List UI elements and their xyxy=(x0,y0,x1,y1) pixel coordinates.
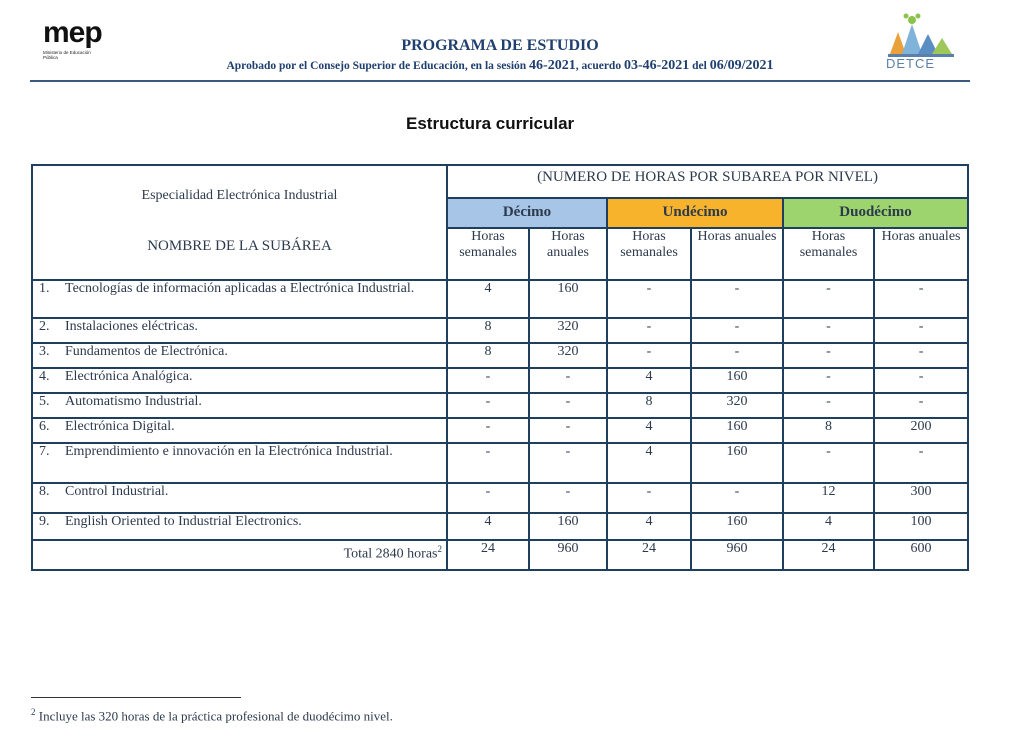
mep-logo-wordmark: mep xyxy=(43,16,102,49)
total-value-cell: 24 xyxy=(783,540,874,570)
undecimo-weekly-header: Horas semanales xyxy=(607,228,691,280)
value-cell: 100 xyxy=(874,513,968,540)
value-cell: 160 xyxy=(691,513,783,540)
duodecimo-weekly-header: Horas semanales xyxy=(783,228,874,280)
total-value-cell: 24 xyxy=(607,540,691,570)
table-row xyxy=(32,418,968,443)
table-row xyxy=(32,513,968,540)
value-cell: 4 xyxy=(607,443,691,483)
value-cell: 320 xyxy=(529,343,607,368)
value-cell: 300 xyxy=(874,483,968,513)
specialty-name: Especialidad Electrónica Industrial xyxy=(141,188,338,203)
value-cell: - xyxy=(447,368,529,393)
value-cell: 320 xyxy=(691,393,783,418)
value-cell: - xyxy=(783,368,874,393)
level-duodecimo: Duodécimo xyxy=(783,198,968,228)
value-cell: - xyxy=(529,483,607,513)
value-cell: 4 xyxy=(783,513,874,540)
subarea-name: Automatismo Industrial. xyxy=(65,394,202,409)
value-cell: - xyxy=(607,343,691,368)
subarea-cell: 1. Tecnologías de información aplicadas a Electrónica Industrial. xyxy=(32,280,447,318)
value-cell: - xyxy=(874,343,968,368)
level-decimo: Décimo xyxy=(447,198,607,228)
total-value-cell: 24 xyxy=(447,540,529,570)
table-row xyxy=(32,393,968,418)
mep-logo-subtitle: Ministerio de Educación Pública xyxy=(43,50,91,60)
table-row xyxy=(32,483,968,513)
value-cell: 160 xyxy=(529,513,607,540)
total-value-cell: 960 xyxy=(691,540,783,570)
undecimo-annual-header: Horas anuales xyxy=(691,228,783,280)
specialty-header-cell xyxy=(32,165,447,280)
detce-logo xyxy=(880,10,960,76)
subarea-cell: 4. Electrónica Analógica. xyxy=(32,368,447,393)
value-cell: 12 xyxy=(783,483,874,513)
value-cell: - xyxy=(874,443,968,483)
subarea-name: Tecnologías de información aplicadas a Electrónica Industrial. xyxy=(65,281,415,296)
value-cell: - xyxy=(691,483,783,513)
value-cell: - xyxy=(691,318,783,343)
subarea-name: Fundamentos de Electrónica. xyxy=(65,344,228,359)
document-title: PROGRAMA DE ESTUDIO xyxy=(401,37,599,54)
decimo-weekly-header: Horas semanales xyxy=(447,228,529,280)
value-cell: 4 xyxy=(607,418,691,443)
duodecimo-annual-header: Horas anuales xyxy=(874,228,968,280)
value-cell: 200 xyxy=(874,418,968,443)
subarea-name: Control Industrial. xyxy=(65,484,169,499)
table-row xyxy=(32,368,968,393)
decimo-annual-header: Horas anuales xyxy=(529,228,607,280)
value-cell: - xyxy=(691,280,783,318)
table-row xyxy=(32,280,968,318)
subarea-name: Electrónica Digital. xyxy=(65,419,175,434)
value-cell: 160 xyxy=(691,368,783,393)
total-row xyxy=(32,540,968,570)
header-divider xyxy=(30,80,970,82)
level-undecimo: Undécimo xyxy=(607,198,783,228)
value-cell: 4 xyxy=(447,513,529,540)
value-cell: 160 xyxy=(691,418,783,443)
subarea-cell: 5. Automatismo Industrial. xyxy=(32,393,447,418)
subarea-column-header: NOMBRE DE LA SUBÁREA xyxy=(147,238,332,254)
value-cell: - xyxy=(447,483,529,513)
table-row xyxy=(32,343,968,368)
value-cell: 4 xyxy=(447,280,529,318)
total-value-cell: 600 xyxy=(874,540,968,570)
value-cell: - xyxy=(874,393,968,418)
value-cell: - xyxy=(874,368,968,393)
value-cell: 160 xyxy=(691,443,783,483)
value-cell: 4 xyxy=(607,513,691,540)
curriculum-table xyxy=(31,164,969,571)
value-cell: - xyxy=(447,418,529,443)
value-cell: - xyxy=(783,443,874,483)
value-cell: 8 xyxy=(447,343,529,368)
subarea-name: English Oriented to Industrial Electronics. xyxy=(65,514,302,529)
subarea-cell: 3. Fundamentos de Electrónica. xyxy=(32,343,447,368)
total-value-cell: 960 xyxy=(529,540,607,570)
total-label: Total 2840 horas xyxy=(343,546,438,562)
value-cell: 8 xyxy=(447,318,529,343)
subarea-cell: 2. Instalaciones eléctricas. xyxy=(32,318,447,343)
footnote-text: Incluye las 320 horas de la práctica profesional de duodécimo nivel. xyxy=(35,708,393,724)
value-cell: - xyxy=(447,393,529,418)
subarea-name: Instalaciones eléctricas. xyxy=(65,319,198,334)
subarea-cell: 7. Emprendimiento e innovación en la Electrónica Industrial. xyxy=(32,443,447,483)
value-cell: - xyxy=(447,443,529,483)
value-cell: - xyxy=(529,443,607,483)
subarea-name: Electrónica Analógica. xyxy=(65,369,193,384)
value-cell: - xyxy=(783,318,874,343)
value-cell: 320 xyxy=(529,318,607,343)
hours-per-level-header: (NUMERO DE HORAS POR SUBAREA POR NIVEL) xyxy=(447,165,968,198)
footnote-marker: 2 xyxy=(31,707,36,717)
detce-logo-text: DETCE xyxy=(886,56,936,71)
approval-line: Aprobado por el Consejo Superior de Educación, en la sesión 46-2021, acuerdo 03-46-2021 del 06/09/2021 xyxy=(226,58,774,73)
session-number: 46-2021 xyxy=(529,58,576,73)
value-cell: 160 xyxy=(529,280,607,318)
value-cell: - xyxy=(874,318,968,343)
detce-emblem-icon xyxy=(880,10,960,60)
value-cell: - xyxy=(529,368,607,393)
table-header-row-1 xyxy=(32,165,968,198)
value-cell: - xyxy=(607,280,691,318)
subarea-cell: 6. Electrónica Digital. xyxy=(32,418,447,443)
subarea-cell: 9. English Oriented to Industrial Electronics. xyxy=(32,513,447,540)
value-cell: - xyxy=(691,343,783,368)
subarea-cell: 8. Control Industrial. xyxy=(32,483,447,513)
value-cell: - xyxy=(783,343,874,368)
value-cell: 8 xyxy=(783,418,874,443)
value-cell: - xyxy=(783,393,874,418)
agreement-number: 03-46-2021 xyxy=(623,58,690,73)
table-row xyxy=(32,443,968,483)
footnote-divider xyxy=(31,697,241,698)
total-label-cell xyxy=(32,540,447,570)
value-cell: 4 xyxy=(607,368,691,393)
value-cell: - xyxy=(874,280,968,318)
value-cell: - xyxy=(607,483,691,513)
section-title: Estructura curricular xyxy=(406,114,575,133)
value-cell: - xyxy=(783,280,874,318)
table-row xyxy=(32,318,968,343)
footnote xyxy=(31,707,393,724)
value-cell: - xyxy=(529,393,607,418)
value-cell: - xyxy=(529,418,607,443)
value-cell: 8 xyxy=(607,393,691,418)
approval-date: 06/09/2021 xyxy=(709,58,774,73)
subarea-name: Emprendimiento e innovación en la Electrónica Industrial. xyxy=(65,444,393,459)
total-footnote-marker: 2 xyxy=(437,544,442,554)
value-cell: - xyxy=(607,318,691,343)
